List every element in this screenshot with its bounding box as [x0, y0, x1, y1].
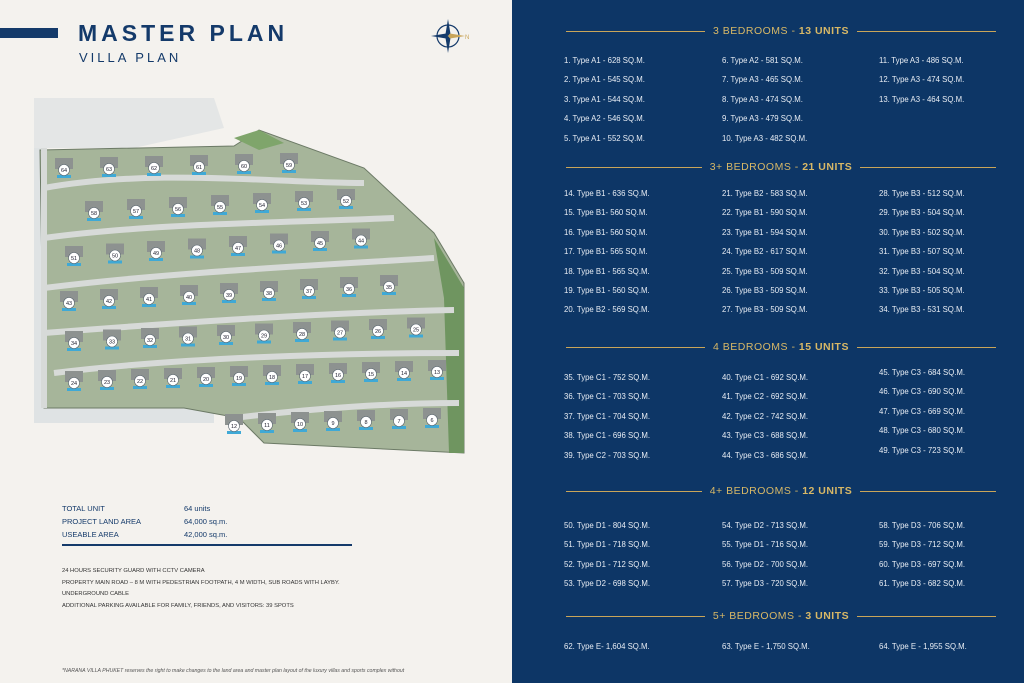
page-subtitle: VILLA PLAN [79, 50, 182, 65]
unit-item: 23. Type B1 - 594 SQ.M. [722, 227, 808, 237]
unit-item: 21. Type B2 - 583 SQ.M. [722, 189, 808, 198]
project-stats [62, 502, 352, 541]
unit-item: 48. Type C3 - 680 SQ.M. [879, 426, 966, 436]
stats-divider [62, 544, 352, 546]
plot-number: 50 [111, 253, 119, 260]
plot-number: 23 [103, 380, 111, 387]
unit-item: 35. Type C1 - 752 SQ.M. [564, 373, 651, 382]
unit-item: 2. Type A1 - 545 SQ.M. [564, 75, 645, 85]
plot-number: 34 [70, 341, 78, 348]
unit-item: 13. Type A3 - 464 SQ.M. [879, 94, 965, 104]
plot-number: 21 [169, 378, 177, 385]
unit-item: 25. Type B3 - 509 SQ.M. [722, 266, 808, 276]
plot-number: 44 [357, 238, 365, 245]
plot-number: 26 [374, 329, 382, 336]
unit-column [564, 642, 650, 661]
unit-column [722, 642, 810, 661]
plot-number: 48 [193, 248, 201, 255]
plot-number: 20 [202, 377, 210, 384]
plot-number: 30 [222, 335, 230, 342]
plot-number: 40 [185, 295, 193, 302]
stat-label: TOTAL UNIT [62, 504, 105, 513]
unit-item: 20. Type B2 - 569 SQ.M. [564, 305, 650, 315]
section-units: 3 UNITS [805, 610, 850, 622]
unit-item: 3. Type A1 - 544 SQ.M. [564, 94, 645, 104]
unit-item: 8. Type A3 - 474 SQ.M. [722, 94, 803, 104]
plot-number: 28 [298, 332, 306, 339]
unit-item: 33. Type B3 - 505 SQ.M. [879, 285, 965, 295]
stat-row [62, 528, 352, 541]
unit-column [564, 521, 650, 599]
unit-item: 30. Type B3 - 502 SQ.M. [879, 227, 965, 237]
plot-number: 9 [331, 421, 335, 428]
unit-column [722, 521, 808, 599]
plot-number: 55 [216, 205, 224, 212]
unit-item: 41. Type C2 - 692 SQ.M. [722, 392, 809, 402]
plot-number: 6 [430, 418, 434, 425]
stat-row [62, 515, 352, 528]
unit-item: 14. Type B1 - 636 SQ.M. [564, 189, 650, 198]
plot-number: 11 [264, 423, 270, 430]
unit-column [879, 642, 967, 661]
plot-number: 7 [397, 419, 401, 426]
unit-item: 46. Type C3 - 690 SQ.M. [879, 387, 966, 397]
unit-column [564, 56, 645, 153]
page-title: MASTER PLAN [78, 20, 289, 46]
unit-item: 50. Type D1 - 804 SQ.M. [564, 521, 651, 530]
plot-number: 16 [334, 373, 342, 380]
plot-number: 49 [152, 251, 160, 258]
section-header [566, 24, 996, 38]
plot-number: 57 [132, 209, 140, 216]
plot-number: 33 [108, 339, 116, 346]
plot-number: 29 [260, 333, 268, 340]
unit-item: 38. Type C1 - 696 SQ.M. [564, 431, 651, 441]
plot-number: 24 [70, 381, 78, 388]
section-header [566, 340, 996, 354]
unit-item: 57. Type D3 - 720 SQ.M. [722, 579, 809, 589]
unit-item: 45. Type C3 - 684 SQ.M. [879, 368, 966, 377]
plot-number: 25 [412, 327, 420, 334]
unit-item: 32. Type B3 - 504 SQ.M. [879, 266, 965, 276]
plot-number: 14 [400, 371, 408, 378]
unit-column [879, 521, 965, 599]
plot-number: 37 [305, 289, 313, 296]
unit-item: 54. Type D2 - 713 SQ.M. [722, 521, 809, 530]
unit-column [722, 189, 808, 325]
plot-number: 41 [145, 297, 153, 304]
section-units: 15 UNITS [798, 341, 849, 353]
plot-number: 59 [285, 163, 293, 170]
unit-item: 61. Type D3 - 682 SQ.M. [879, 579, 966, 589]
unit-item: 56. Type D2 - 700 SQ.M. [722, 559, 809, 569]
plot-number: 54 [258, 203, 266, 210]
unit-column [879, 189, 965, 325]
plot-number: 58 [90, 211, 98, 218]
plot-number: 38 [265, 291, 273, 298]
unit-item: 10. Type A3 - 482 SQ.M. [722, 133, 808, 143]
plot-number: 42 [105, 299, 113, 306]
section-header [566, 609, 996, 623]
stat-label: PROJECT LAND AREA [62, 517, 142, 526]
unit-item: 7. Type A3 - 465 SQ.M. [722, 75, 803, 85]
plot-number: 39 [225, 293, 233, 300]
plot-number: 53 [300, 201, 308, 208]
plot-number: 31 [184, 336, 192, 343]
plot-number: 46 [275, 243, 283, 250]
unit-item: 19. Type B1 - 560 SQ.M. [564, 285, 650, 295]
stat-row [62, 502, 352, 515]
unit-item: 52. Type D1 - 712 SQ.M. [564, 559, 651, 569]
plot-number: 12 [230, 424, 238, 431]
unit-item: 18. Type B1 - 565 SQ.M. [564, 266, 650, 276]
section-units: 21 UNITS [802, 161, 853, 173]
unit-item: 6. Type A2 - 581 SQ.M. [722, 56, 803, 65]
unit-item: 53. Type D2 - 698 SQ.M. [564, 579, 651, 589]
section-units: 12 UNITS [802, 485, 853, 497]
unit-item: 39. Type C2 - 703 SQ.M. [564, 450, 651, 460]
note-line: ADDITIONAL PARKING AVAILABLE FOR FAMILY, FRIENDS, AND VISITORS: 39 SPOTS [62, 602, 294, 609]
plot-number: 45 [316, 241, 324, 248]
plot-number: 17 [301, 374, 309, 381]
unit-item: 5. Type A1 - 552 SQ.M. [564, 133, 645, 143]
plot-number: 10 [296, 422, 304, 429]
unit-item: 62. Type E- 1,604 SQ.M. [564, 642, 650, 651]
project-notes [62, 566, 340, 612]
unit-list-page [512, 0, 1024, 683]
unit-item: 4. Type A2 - 546 SQ.M. [564, 114, 645, 124]
unit-item: 64. Type E - 1,955 SQ.M. [879, 642, 967, 651]
unit-item: 55. Type D1 - 716 SQ.M. [722, 540, 809, 550]
plot-number: 22 [136, 379, 144, 386]
plot-number: 19 [235, 376, 243, 383]
unit-column [879, 368, 965, 465]
section-title: 3+ BEDROOMS - [709, 161, 803, 173]
plot-number: 60 [240, 164, 248, 171]
unit-item: 49. Type C3 - 723 SQ.M. [879, 445, 966, 455]
unit-item: 1. Type A1 - 628 SQ.M. [564, 56, 645, 65]
unit-item: 44. Type C3 - 686 SQ.M. [722, 450, 809, 460]
plot-number: 56 [174, 207, 182, 214]
unit-column [879, 56, 964, 114]
unit-item: 43. Type C3 - 688 SQ.M. [722, 431, 809, 441]
unit-item: 59. Type D3 - 712 SQ.M. [879, 540, 966, 550]
unit-item: 17. Type B1- 565 SQ.M. [564, 247, 648, 257]
plot-number: 43 [65, 301, 73, 308]
unit-item: 22. Type B1 - 590 SQ.M. [722, 208, 808, 218]
plot-number: 47 [234, 246, 242, 253]
section-title: 3 BEDROOMS - [713, 25, 799, 37]
plot-number: 62 [150, 166, 158, 173]
plot-number: 18 [268, 375, 276, 382]
note-line: 24 HOURS SECURITY GUARD WITH CCTV CAMERA [62, 568, 205, 574]
section-title: 4+ BEDROOMS - [709, 485, 803, 497]
unit-item: 26. Type B3 - 509 SQ.M. [722, 285, 808, 295]
note-line: UNDERGROUND CABLE [62, 591, 129, 597]
unit-item: 24. Type B2 - 617 SQ.M. [722, 247, 808, 257]
section-units: 13 UNITS [798, 25, 849, 37]
compass-north-label: N [465, 35, 470, 41]
unit-item: 16. Type B1- 560 SQ.M. [564, 227, 648, 237]
stat-value: 64 units [184, 504, 211, 513]
unit-item: 31. Type B3 - 507 SQ.M. [879, 247, 965, 257]
unit-column [564, 373, 650, 470]
plot-number: 36 [345, 287, 353, 294]
site-plan-map [34, 88, 474, 468]
unit-item: 15. Type B1- 560 SQ.M. [564, 208, 648, 218]
plot-number: 8 [364, 420, 368, 427]
plot-number: 64 [60, 168, 68, 175]
unit-item: 60. Type D3 - 697 SQ.M. [879, 559, 966, 569]
section-header [566, 160, 996, 174]
title-accent-bar [0, 28, 58, 38]
unit-item: 27. Type B3 - 509 SQ.M. [722, 305, 808, 315]
plot-number: 35 [385, 285, 393, 292]
plot-number: 61 [195, 165, 203, 172]
unit-item: 42. Type C2 - 742 SQ.M. [722, 411, 809, 421]
compass-icon [428, 16, 472, 56]
unit-item: 11. Type A3 - 486 SQ.M. [879, 56, 964, 65]
plot-number: 27 [336, 330, 344, 337]
unit-column [722, 56, 807, 153]
unit-item: 29. Type B3 - 504 SQ.M. [879, 208, 965, 218]
stat-value: 42,000 sq.m. [184, 530, 228, 539]
plot-number: 32 [146, 338, 154, 345]
unit-item: 63. Type E - 1,750 SQ.M. [722, 642, 810, 651]
plot-number: 15 [367, 372, 375, 379]
section-header [566, 484, 996, 498]
unit-item: 37. Type C1 - 704 SQ.M. [564, 411, 651, 421]
unit-item: 28. Type B3 - 512 SQ.M. [879, 189, 965, 198]
unit-column [564, 189, 650, 325]
stat-label: USEABLE AREA [62, 530, 119, 539]
unit-column [722, 373, 808, 470]
stat-value: 64,000 sq.m. [184, 517, 228, 526]
note-line: PROPERTY MAIN ROAD – 8 M WITH PEDESTRIAN FOOTPATH, 4 M WIDTH, SUB ROADS WITH LAYBY. [62, 579, 340, 586]
disclaimer: *NARANA VILLA PHUKET reserves the right to make changes to the land area and master plan layout of the luxury villas and sports complex without [62, 668, 405, 674]
section-title: 4 BEDROOMS - [713, 341, 799, 353]
unit-item: 58. Type D3 - 706 SQ.M. [879, 521, 966, 530]
unit-item: 51. Type D1 - 718 SQ.M. [564, 540, 651, 550]
unit-item: 9. Type A3 - 479 SQ.M. [722, 114, 803, 124]
plot-number: 63 [105, 167, 113, 174]
section-title: 5+ BEDROOMS - [712, 610, 806, 622]
unit-item: 47. Type C3 - 669 SQ.M. [879, 406, 966, 416]
unit-item: 40. Type C1 - 692 SQ.M. [722, 373, 809, 382]
plot-number: 51 [70, 256, 78, 263]
unit-item: 36. Type C1 - 703 SQ.M. [564, 392, 651, 402]
unit-item: 34. Type B3 - 531 SQ.M. [879, 305, 965, 315]
plot-number: 52 [342, 199, 350, 206]
plot-number: 13 [433, 370, 441, 377]
unit-item: 12. Type A3 - 474 SQ.M. [879, 75, 965, 85]
